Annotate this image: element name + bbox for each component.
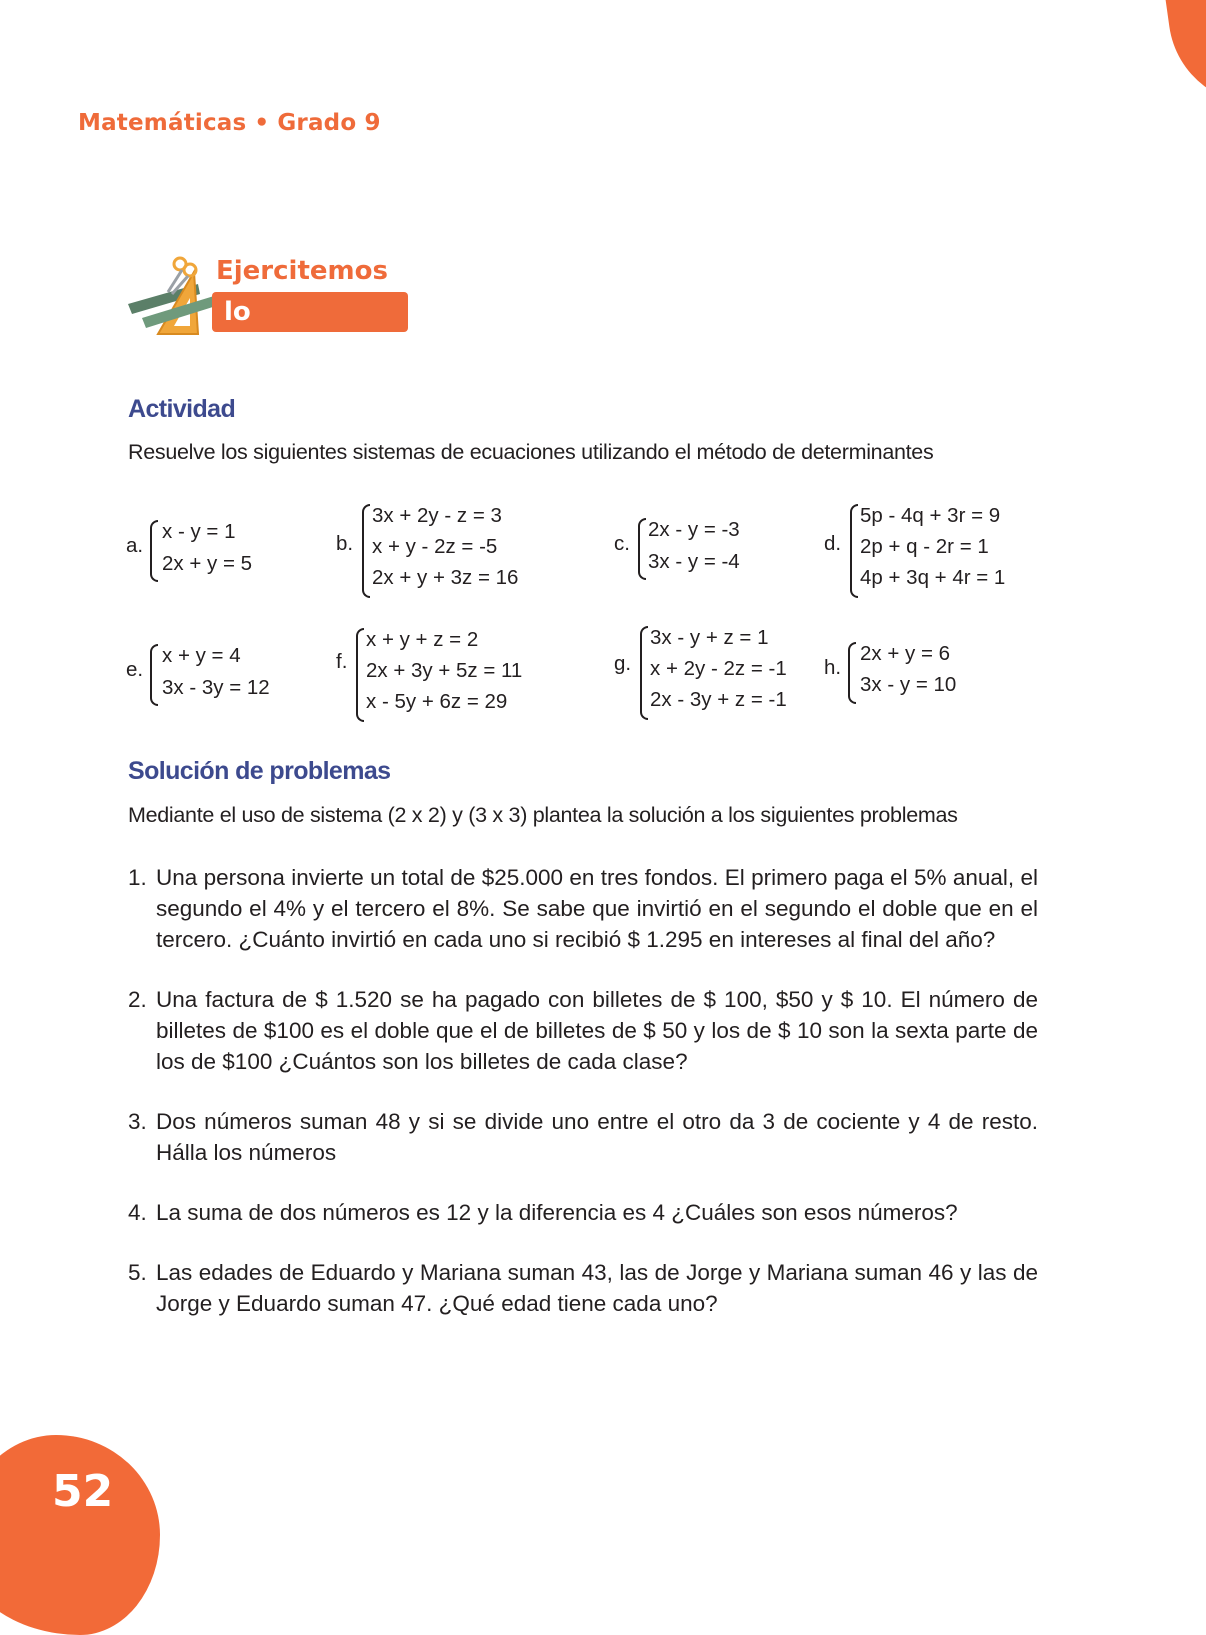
problem-item (128, 984, 1038, 1077)
equation: 3x - y + z = 1 (650, 626, 769, 649)
corner-decoration (1161, 0, 1206, 116)
page-number-blob (0, 1435, 160, 1635)
equation: 3x - 3y = 12 (162, 676, 270, 699)
subject-label: Matemáticas (78, 110, 247, 136)
badge-subtitle: lo aprendido (212, 292, 408, 332)
equation: 3x - y = -4 (648, 550, 740, 573)
equation: 3x + 2y - z = 3 (372, 504, 502, 527)
problem-text: Dos números suman 48 y si se divide uno entre el otro da 3 de cociente y 4 de resto. Hálla los números (156, 1109, 1038, 1165)
brace (150, 644, 158, 706)
problem-item (128, 1257, 1038, 1319)
actividad-instruction: Resuelve los siguientes sistemas de ecuaciones utilizando el método de determinantes (128, 440, 934, 464)
equation: 5p - 4q + 3r = 9 (860, 504, 1001, 527)
equation: 2x - y = -3 (648, 518, 740, 541)
system-label: h. (824, 656, 842, 679)
system-label: d. (824, 532, 842, 555)
system-label: e. (126, 658, 144, 681)
equation: 3x - y = 10 (860, 673, 957, 696)
equation: x - y = 1 (162, 520, 236, 543)
ruler-scissors-icon (128, 252, 218, 342)
badge-title: Ejercitemos (216, 256, 388, 286)
brace (640, 626, 648, 720)
problem-text: Una persona invierte un total de $25.000 en tres fondos. El primero paga el 5% anual, el segundo el 4% y el tercero el 8%. Se sabe que invirtió en el segundo el doble que en el tercero. ¿Cuánto invirtió en cada uno si recibió $ 1.295 en intereses al final del año? (156, 865, 1038, 952)
system-label: b. (336, 532, 354, 555)
actividad-heading: Actividad (128, 395, 236, 423)
problem-number: 5. (128, 1260, 147, 1285)
equation: 2p + q - 2r = 1 (860, 535, 989, 558)
problem-item (128, 1197, 1038, 1228)
page-number: 52 (52, 1466, 114, 1517)
system-label: a. (126, 534, 144, 557)
equation: 2x + y + 3z = 16 (372, 566, 519, 589)
problem-text: Las edades de Eduardo y Mariana suman 43, las de Jorge y Mariana suman 46 y las de Jorge y Eduardo suman 47. ¿Qué edad tiene cada uno? (156, 1260, 1038, 1316)
system-label: f. (336, 650, 348, 673)
system-label: g. (614, 652, 632, 675)
equation: x + y = 4 (162, 644, 241, 667)
page-header (78, 110, 381, 136)
problem-number: 3. (128, 1109, 147, 1134)
problem-number: 4. (128, 1200, 147, 1225)
equation: x + y - 2z = -5 (372, 535, 498, 558)
solucion-heading: Solución de problemas (128, 757, 391, 785)
problem-item (128, 862, 1038, 955)
equation: 2x + y = 5 (162, 552, 253, 575)
equation: x + 2y - 2z = -1 (650, 657, 787, 680)
problem-item (128, 1106, 1038, 1168)
equation: 2x + 3y + 5z = 11 (366, 659, 523, 682)
problem-text: Una factura de $ 1.520 se ha pagado con billetes de $ 100, $50 y $ 10. El número de billetes de $100 es el doble que el de billetes de $ 50 y los de $ 10 son la sexta parte de los de $100 ¿Cuántos son los billetes de cada clase? (156, 987, 1038, 1074)
grade-label: Grado 9 (277, 110, 381, 136)
brace (362, 504, 370, 598)
ejercitemos-badge (128, 252, 408, 367)
equation: 2x - 3y + z = -1 (650, 688, 787, 711)
problem-text: La suma de dos números es 12 y la diferencia es 4 ¿Cuáles son esos números? (156, 1200, 958, 1225)
equation: x - 5y + 6z = 29 (366, 690, 508, 713)
solucion-instruction: Mediante el uso de sistema (2 x 2) y (3 x 3) plantea la solución a los siguientes problemas (128, 803, 958, 827)
problem-number: 2. (128, 987, 147, 1012)
equation: 2x + y = 6 (860, 642, 951, 665)
brace (356, 628, 364, 722)
equation: 4p + 3q + 4r = 1 (860, 566, 1006, 589)
equation: x + y + z = 2 (366, 628, 479, 651)
brace (638, 518, 646, 580)
brace (850, 504, 858, 598)
brace (848, 642, 856, 704)
problem-list (128, 862, 1038, 1348)
brace (150, 520, 158, 582)
system-label: c. (614, 532, 630, 555)
header-separator: • (254, 110, 270, 136)
problem-number: 1. (128, 865, 147, 890)
